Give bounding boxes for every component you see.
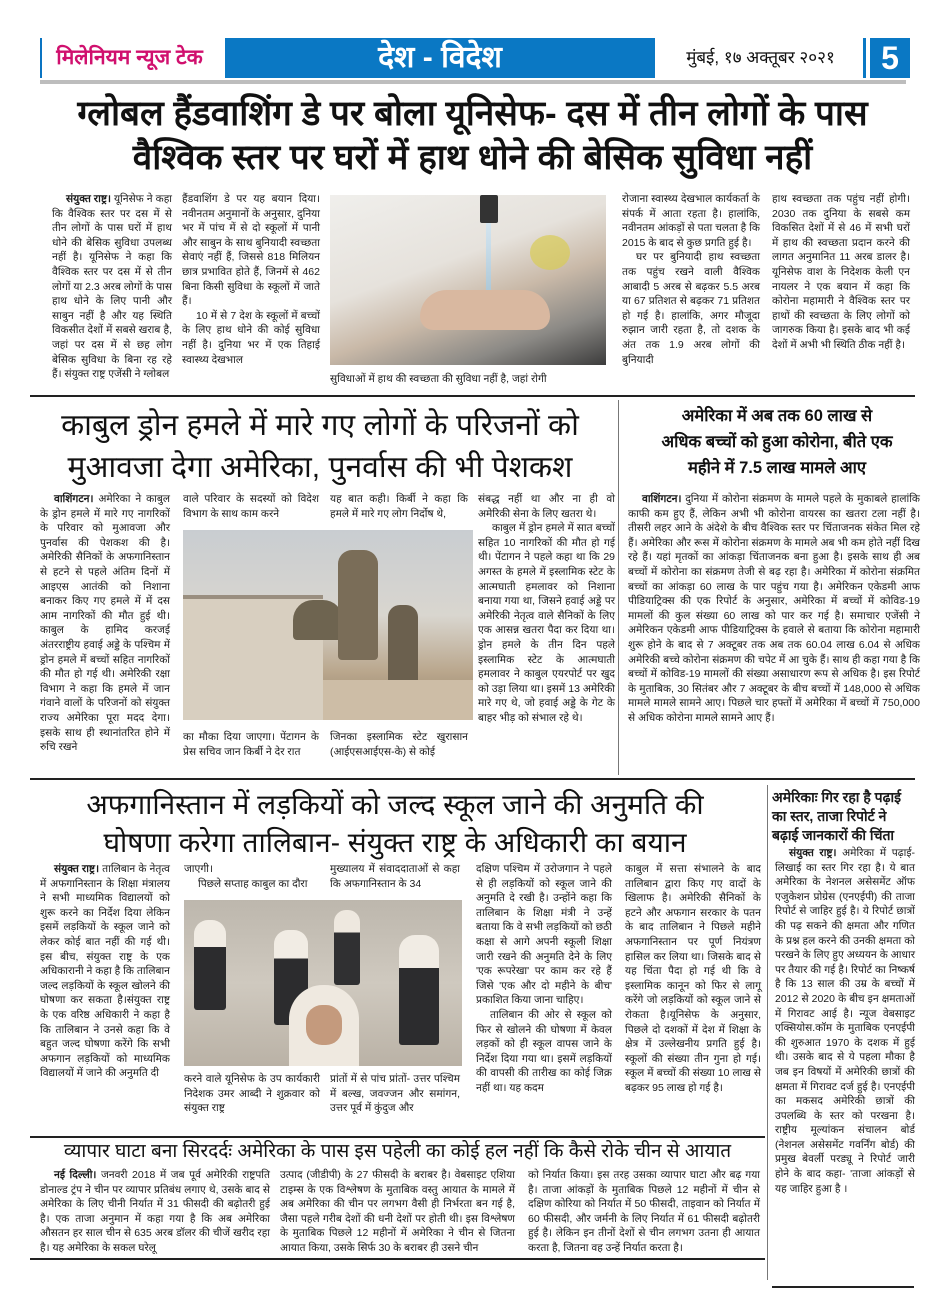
story1-column-1	[52, 192, 172, 382]
story5-headline-line1: अमेरिकाः गिर रहा है पढ़ाई	[772, 789, 901, 805]
story1-col3-para2: घर पर बुनियादी हाथ स्वच्छता तक पहुंच रखने वाली वैश्विक आबादी 5 अरब से बढ़कर 5.5 अरब या 67 प्रतिशत से बढ़कर 71 प्रतिशत हो गई है। हालांकि, अगर मौजूदा रुझान जारी रहता है, तो दशक के अंत तक 1.9 अरब लोगों की बुनियादी	[622, 251, 760, 366]
edition-date: मुंबई, १७ अक्तूबर २०२१	[686, 48, 835, 67]
story4-col4-para2: तालिबान की ओर से स्कूल को फिर से खोलने की घोषणा में केवल लड़कों को ही स्कूल वापस जाने के निर्देश दिया गया था। इसमें लड़कियों की वापसी की तारीख का कोई जिक्र नहीं था। यह कदम	[476, 1008, 612, 1094]
masthead-logo: मिलेनियम न्यूज टेक	[40, 38, 217, 78]
story4-column-4	[476, 862, 612, 1096]
section-title: देश - विदेश	[225, 38, 655, 78]
story4-col2-bottom: करने वाले यूनिसेफ के उप कार्यकारी निदेशक उमर आब्दी ने शुक्रवार को संयुक्त राष्ट्र	[184, 1073, 320, 1115]
story4-headline-line2: घोषणा करेगा तालिबान- संयुक्त राष्ट्र के अधिकारी का बयान	[103, 827, 687, 858]
story1-column-3	[622, 192, 760, 367]
story4-headline	[30, 786, 760, 862]
story6-column-2: उत्पाद (जीडीपी) के 27 फीसदी के बराबर है। वेबसाइट एशिया टाइम्स के एक विश्लेषण के मुताबिक वस्तु आयात के मामले में अब अमेरिका की चीन पर लगभग वैसी ही निर्भरता बन गई है, जैसा पहले गरीब देशों की धनी देशों पर होती थी। इस विश्लेषण के मुताबिक पिछले 12 महीनों में अमेरिका ने चीन से जितना आयात किया, उसके सिर्फ 30 के बराबर ही उसने चीन	[280, 1169, 515, 1254]
story3-headline-line3: महीने में 7.5 लाख मामले आए	[688, 459, 866, 477]
soldiers-photo	[183, 530, 473, 720]
story6-column-1	[40, 1168, 270, 1256]
story1-col2-para1: हैंडवाशिंग डे पर यह बयान दिया। नवीनतम अनुमानों के अनुसार, दुनिया भर में पांच में से दो स्कूलों में पानी और साबुन के साथ बुनियादी स्वच्छता सेवाएं नहीं हैं, जिससे 818 मिलियन छात्र प्रभावित होते हैं, जिनमें से 462 बिना किसी सुविधा के स्कूलों में जाते हैं।	[182, 193, 320, 308]
story6-dateline: नई दिल्ली।	[54, 1169, 97, 1181]
story1-column-4: हाथ स्वच्छता तक पहुंच नहीं होगी। 2030 तक दुनिया के सबसे कम विकसित देशों में से 46 में सभी घरों में हाथ की स्वच्छता प्रदान करने की लागत अनुमानित 11 अरब डालर है। यूनिसेफ वाश के निदेशक केली एन नायलर ने एक बयान में कहा कि कोरोना महामारी ने वैश्विक स्तर पर हाथों की स्वच्छता के लिए लोगों को जागरुक किया है। इसके बाद भी कई देशों में अभी भी स्थिति ठीक नहीं है।	[772, 193, 910, 351]
story3-dateline: वाशिंगटन।	[642, 493, 682, 505]
story3-headline	[622, 403, 932, 481]
story4-col4-para1: दक्षिण पश्चिम में उरोजगान ने पहले से ही लड़कियों को स्कूल जाने की अनुमति दे रखी है। उन्होंने कहा कि तालिबान के शिक्षा मंत्री ने उन्हें बताया कि वे सभी लड़कियों को छठी कक्षा से आगे अपनी स्कूली शिक्षा जारी रखने की अनुमति देने के लिए 'एक रूपरेखा' पर काम कर रहे हैं जिसे 'एक और दो महीने के बीच' प्रकाशित किया जाना चाहिए।	[476, 863, 612, 1007]
story1-column-2	[182, 192, 320, 367]
story1-headline-line1: ग्लोबल हैंडवाशिंग डे पर बोला यूनिसेफ- दस में तीन लोगों के पास	[77, 94, 868, 133]
page-number: 5	[866, 38, 910, 78]
story4-col1-text: तालिबान के नेतृत्व में अफगानिस्तान के शिक्षा मंत्रालय ने सभी माध्यमिक विद्यालयों को शुरू करने का निर्देश दिया लेकिन इसमें लड़कियों के स्कूल जाने को लेकर कोई बात नहीं की गई थी। इस बीच, संयुक्त राष्ट्र के एक अधिकारानी ने कहा है कि तालिबान जल्द लड़कियों के स्कूल खोलने की घोषणा कर सकता है।संयुक्त राष्ट्र के एक वरिष्ठ अधिकारी ने कहा है कि तालिबान ने उनसे कहा कि वे बहुत जल्द घोषणा करेंगे कि सभी अफगान लड़कियों को माध्यमिक विद्यालयों में जाने की अनुमति दी	[40, 863, 170, 1080]
story1-col2-para2: 10 में से 7 देश के स्कूलों में बच्चों के लिए हाथ धोने की कोई सुविधा नहीं है। दुनिया भर में एक तिहाई स्वास्थ्य देखभाल	[182, 309, 320, 366]
story2-col3-top: यह बात कही। किर्बी ने कहा कि हमले में मारे गए लोग निर्दोष थे,	[330, 493, 468, 520]
story4-col2-para1: जाएगी।	[184, 863, 213, 875]
story1-col3-para1: रोजाना स्वास्थ्य देखभाल कार्यकर्ता के संपर्क में आता रहता है। हालांकि, नवीनतम आंकड़ों से पता चलता है कि 2015 के बाद से कुछ प्रगति हुई है।	[622, 193, 760, 249]
story5-end-rule	[772, 1286, 914, 1288]
story2-col2-bottom: का मौका दिया जाएगा। पेंटागन के प्रेस सचिव जान किर्बी ने देर रात	[183, 731, 319, 758]
story4-column-5: काबुल में सत्ता संभालने के बाद तालिबान द्वारा किए गए वादों के खिलाफ है। अमेरिकी सैनिकों के हटने और अफगान सरकार के पतन के बाद तालिबान ने पिछले महीने अफगानिस्तान पर पूर्ण नियंत्रण हासिल कर लिया था। जिसके बाद से यह चिंता पैदा हो गई थी कि वे इस्लामिक कानून को फिर से लागू करेंगे जो लड़कियों को स्कूल जाने से रोकता है।यूनिसेफ के अनुसार, पिछले दो दशकों में देश में शिक्षा के क्षेत्र में उल्लेखनीय प्रगति हुई है। स्कूलों की संख्या तीन गुना हो गई। स्कूल में बच्चों की संख्या 10 लाख से बढ़कर 95 लाख हो गई है।	[625, 863, 761, 1094]
story1-headline-line2: वैश्विक स्तर पर घरों में हाथ धोने की बेसिक सुविधा नहीं	[132, 138, 813, 177]
story4-dateline: संयुक्त राष्ट्र।	[54, 863, 100, 875]
story4-col3-top: मुख्यालय में संवाददाताओं से कहा कि अफगानिस्तान के 34	[330, 863, 460, 890]
afghan-schoolgirls-photo	[184, 900, 462, 1066]
story5-headline	[772, 788, 937, 845]
story2-headline	[25, 405, 615, 489]
story2-dateline: वाशिंगटन।	[54, 493, 94, 505]
story3-body	[628, 492, 920, 726]
section-divider	[30, 395, 915, 397]
story2-column-1	[40, 492, 170, 755]
story6-col1-text: जनवरी 2018 में जब पूर्व अमेरिकी राष्ट्रपति डोनाल्ड ट्रंप ने चीन पर व्यापार प्रतिबंध लगाए थे, उसके बाद से अमेरिका के लिए चीनी निर्यात में 31 फीसदी की बढ़ोतरी हुई है। एक ताजा अनुमान में कहा गया है कि अब अमेरिका औसतन हर साल चीन से 635 अरब डॉलर की चीजें खरीद रहा है। यह अमेरिका के सकल घरेलू	[40, 1169, 271, 1254]
story3-headline-line1: अमेरिका में अब तक 60 लाख से	[681, 407, 873, 425]
story3-headline-line2: अधिक बच्चों को हुआ कोरोना, बीते एक	[661, 433, 893, 451]
story5-headline-line3: बढ़ाई जानकारों की चिंता	[772, 827, 895, 843]
story2-col3-bottom: जिनका इस्लामिक स्टेट खुरासान (आईएसआईएस-के) से कोई	[330, 731, 468, 758]
story4-col3-bottom: प्रांतों में से पांच प्रांतों- उत्तर पश्चिम में बल्ख, जवज्जन और समांगन, उत्तर पूर्व में कुंदुज और	[330, 1073, 460, 1115]
section-divider	[30, 778, 915, 780]
story1-dateline: संयुक्त राष्ट्र।	[66, 193, 111, 205]
handwashing-photo	[330, 195, 606, 365]
story4-headline-line1: अफगानिस्तान में लड़कियों को जल्द स्कूल जाने की अनुमति की	[86, 789, 704, 820]
column-divider	[767, 785, 768, 1280]
story2-col2-top: वाले परिवार के सदस्यों को विदेश विभाग के साथ काम करने	[183, 493, 319, 520]
story4-col2-top	[184, 862, 320, 891]
story1-under-image-text: सुविधाओं में हाथ की स्वच्छता की सुविधा नहीं है, जहां रोगी	[330, 373, 547, 385]
story1-col1-text: यूनिसेफ ने कहा कि वैश्विक स्तर पर दस में से तीन लोगों के पास घरों में हाथ धोने की बेसिक सुविधा उपलब्ध नहीं है। यूनिसेफ ने कहा कि वैश्विक स्तर पर दस में से तीन लोगों या 2.3 अरब लोगों के पास हाथ धोने के लिए पानी और साबुन नहीं है और यह स्थिति विकसीत देशों में सबसे खराब है, जहां पर दस में से छह लोग बेसिक सुविधा के बिना रह रहे हैं। संयुक्त राष्ट्र एजेंसी ने ग्लोबल	[52, 193, 173, 381]
story2-col4-para2: काबुल में ड्रोन हमले में सात बच्चों सहित 10 नागरिकों की मौत हो गई थी। पेंटागन ने पहले कहा था कि 29 अगस्त के हमले में इस्लामिक स्टेट के आत्मघाती हमलावर को निशाना बनाया गया था, जिसने हवाई अड्डे पर अमेरिकी नेतृत्व वाले सैनिकों के लिए एक आसन्न खतरा पैदा कर दिया था। ड्रोन हमले के तीन दिन पहले इस्लामिक स्टेट के आत्मघाती हमलावर ने काबुल एयरपोर्ट पर खुद को उड़ा लिया था। इसमें 13 अमेरिकी मारे गए थे, जो हवाई अड्डे के गेट के बाहर भीड़ को संभाल रहे थे।	[478, 522, 615, 724]
story4-column-1	[40, 862, 170, 1081]
story2-col1-text: अमेरिका ने काबुल के ड्रोन हमले में मारे गए नागरिकों के परिवार को मुआवजा और पुनर्वास की पेशकश की है। अमेरिकी सैनिकों के अफगानिस्तान से हटने से पहले अंतिम दिनों में आइएस आतंकी को निशाना बनाकर किए गए हमले में में दस आम नागरिकों की मौत हुई थी। काबुल के हामिद करजई अंतरराष्ट्रीय हवाई अड्डे के पश्चिम में ड्रोन हमले में बच्चों सहित नागरिकों की मौत हो गई थी। अमेरिकी रक्षा विभाग ने कहा कि हमले में जान गंवाने वालों के परिजनों को संयुक्त राज्य अमेरिका पूरा मदद देगा। इसके साथ ही स्थानांतरित होने में रुचि रखने	[40, 493, 170, 754]
story5-body	[775, 846, 915, 1196]
story5-dateline: संयुक्त राष्ट्र।	[789, 847, 837, 859]
column-divider	[618, 400, 619, 775]
story3-body-text: दुनिया में कोरोना संक्रमण के मामले पहले के मुकाबले हालांकि काफी कम हुए हैं, लेकिन अभी भी कोरोना वायरस का खतरा टला नहीं है। तीसरी लहर आने के अंदेशे के बीच वैश्विक स्तर पर चिंताजनक संकेत मिल रहे हैं। अमेरिका और रूस में कोरोना संक्रमण के मामले अब भी कम होते नहीं दिख रहे हैं। यहां मृतकों का आंकड़ा चिंताजनक बना हुआ है। इसके साथ ही अब बच्चों में कोरोना का संक्रमण तेजी से बढ़ रहा है। अमेरिका में कोरोना संक्रमित बच्चों का आंकड़ा 60 लाख के पार पहुंच गया है। अमेरिकन एकेडमी आफ पीडियाट्रिक्स की एक रिपोर्ट के अनुसार, अमेरिका में बच्चों में कोविड-19 मामलों की कुल संख्या 60 लाख को पार कर गई है। समाचार एजेंसी ने अमेरिकन एकेडमी आफ पीडियाट्रिक्स के हवाले से बताया कि कोरोना महामारी शुरू होने के बाद से 7 अक्टूबर तक अब तक 60.04 लाख 6.04 से अधिक अमेरिकी बच्चे कोरोना संक्रमण की चपेट में आ चुके हैं। साथ ही कहा गया है कि बच्चों में कोविड-19 मामलों की संख्या असाधारण रूप से अधिक है। इस रिपोर्ट के मुताबिक, 30 सितंबर और 7 अक्टूबर के बीच बच्चों में 148,000 से अधिक मामले मामले सामने आए। पिछले चार हफ्तों में अमेरिका में बच्चों में 750,000 से अधिक कोरोना मामले सामने आए हैं।	[628, 493, 920, 724]
story6-headline: व्यापार घाटा बना सिरदर्दः अमेरिका के पास इस पहेली का कोई हल नहीं कि कैसे रोके चीन से आयात	[63, 1141, 732, 1162]
story4-col2-para2: पिछले सप्ताह काबुल का दौरा	[198, 877, 308, 890]
header-divider	[40, 80, 906, 84]
story2-col4-para1: संबद्ध नहीं था और ना ही वो अमेरिकी सेना के लिए खतरा थे।	[478, 493, 615, 520]
story2-column-4	[478, 492, 615, 726]
story2-headline-line1: काबुल ड्रोन हमले में मारे गए लोगों के परिजनों को	[61, 409, 579, 442]
story5-body-text: अमेरिका में पढ़ाई-लिखाई का स्तर गिर रहा है। ये बात अमेरिका के नेशनल असेसमेंट ऑफ एजुकेशन प्रोग्रेस (एनएईपी) की ताजा रिपोर्ट से जाहिर हुई है। ये रिपोर्ट छात्रों की पढ़ सकने की क्षमता और गणित के प्रश्न हल करने की उनकी क्षमता को परखने के लिए हुए अध्ययन के आधार पर तैयार की गई है। रिपोर्ट का निष्कर्ष है कि 13 साल की उम्र के बच्चों में 2012 से 2020 के बीच इन क्षमताओं में गिरावट आई है। न्यूज वेबसाइट एक्सियोस.कॉम के मुताबिक एनएईपी की शुरुआत 1970 के दशक में हुई थी। उसके बाद से ये पहला मौका है जब इन विषयों में अमेरिकी छात्रों की क्षमता में गिरावट दर्ज हुई है। एनएईपी का मकसद अमेरिकी छात्रों की उपलब्धि के स्तर को परखना है। राष्ट्रीय मूल्यांकन संचालन बोर्ड (नेशनल असेसमेंट गवर्निंग बोर्ड) की प्रमुख बेवर्ली परड्यू ने रिपोर्ट जारी होने के बाद कहा- 'ताजा आंकड़ों से यह जाहिर हुआ है ।	[775, 847, 915, 1195]
story5-headline-line2: का स्तर, ताजा रिपोर्ट ने	[772, 808, 887, 824]
story1-headline	[20, 92, 925, 180]
story6-column-3: को निर्यात किया। इस तरह उसका व्यापार घाटा और बढ़ गया है। ताजा आंकड़ों के मुताबिक पिछले 12 महीनों में चीन से दक्षिण कोरिया को निर्यात में 50 फीसदी, ताइवान को निर्यात में 60 फीसदी, और जर्मनी के लिए निर्यात में 61 फीसदी बढ़ोतरी हुई है। लेकिन इन तीनों देशों से चीन लगभग उतना ही आयात करता है, जितना वह उन्हें निर्यात करता है।	[528, 1169, 760, 1254]
page-bottom-rule	[30, 1258, 765, 1260]
story2-headline-line2: मुआवजा देगा अमेरिका, पुनर्वास की भी पेशकश	[67, 451, 573, 484]
